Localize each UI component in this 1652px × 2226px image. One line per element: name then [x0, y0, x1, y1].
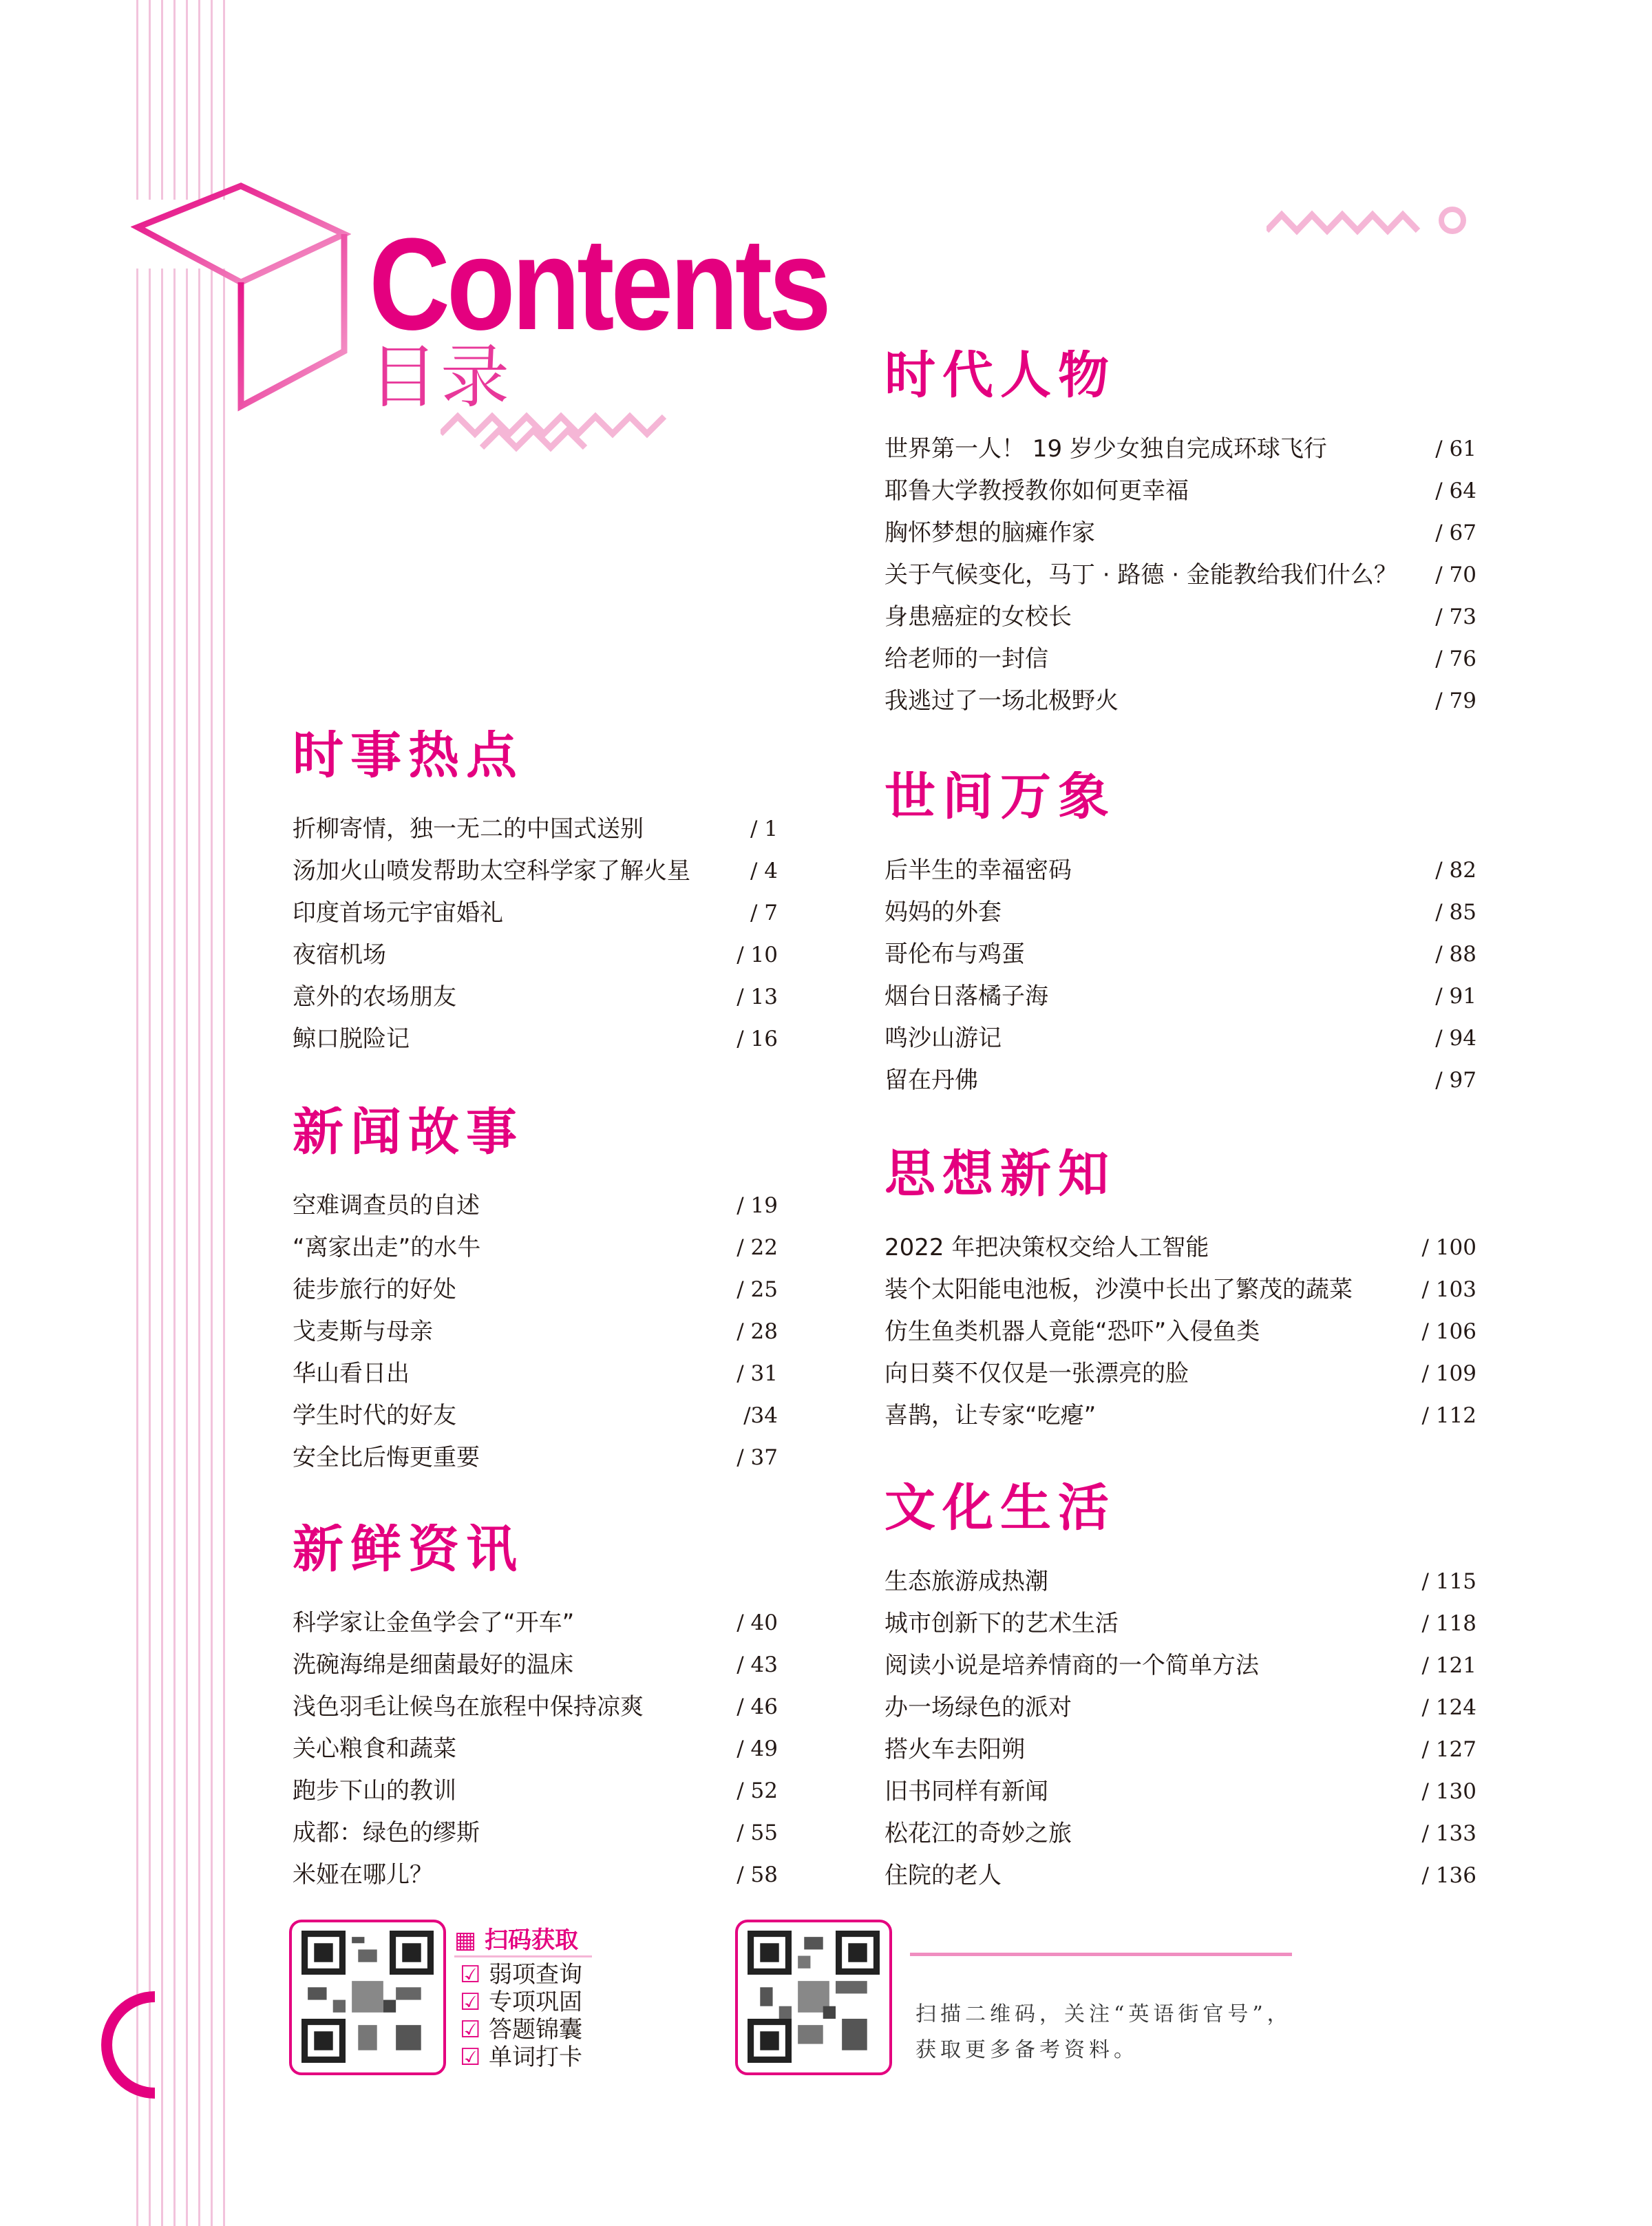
- qr-right-note: 扫描二维码，关注“英语街官号”， 获取更多备考资料。: [915, 2002, 1292, 2062]
- toc-entry[interactable]: 搭火车去阳朔 / 127: [885, 1736, 1476, 1763]
- checkbox-icon: ☑: [460, 1961, 481, 1988]
- contents-title: Contents: [369, 211, 828, 357]
- toc-entry[interactable]: 后半生的幸福密码 / 82: [885, 857, 1476, 884]
- feature-item: ☑ 单词打卡: [460, 2044, 582, 2071]
- section-people-of-era: [885, 346, 1476, 722]
- toc-entry[interactable]: 印度首场元宇宙婚礼 / 7: [293, 899, 778, 927]
- toc-entry[interactable]: 生态旅游成热潮 / 115: [885, 1568, 1476, 1595]
- section-title: 新鲜资讯: [293, 1524, 778, 1575]
- toc-entry[interactable]: 科学家让金鱼学会了“开车” / 40: [293, 1609, 778, 1637]
- qr-left-heading: ▦ 扫码获取: [454, 1926, 578, 1954]
- toc-entry[interactable]: 汤加火山喷发帮助太空科学家了解火星 / 4: [293, 857, 778, 885]
- toc-entry[interactable]: 鸣沙山游记 / 94: [885, 1025, 1476, 1052]
- section-title: 世间万象: [885, 771, 1476, 822]
- checkbox-icon: ☑: [460, 2016, 481, 2044]
- toc-entry[interactable]: 跑步下山的教训 / 52: [293, 1777, 778, 1805]
- section-world-phenomena: [885, 767, 1476, 1102]
- toc-entry[interactable]: 烟台日落橘子海 / 91: [885, 983, 1476, 1010]
- toc-entry[interactable]: 身患癌症的女校长 / 73: [885, 603, 1476, 631]
- toc-entry[interactable]: 世界第一人！ 19 岁少女独自完成环球飞行 / 61: [885, 435, 1476, 463]
- toc-entry[interactable]: 鲸口脱险记 / 16: [293, 1025, 778, 1053]
- feature-item: ☑ 答题锦囊: [460, 2016, 582, 2044]
- section-title: 新闻故事: [293, 1106, 778, 1157]
- checkbox-icon: ☑: [460, 1988, 481, 2016]
- qr-left-feature-list: [460, 1961, 582, 2071]
- toc-entry[interactable]: 旧书同样有新闻 / 130: [885, 1778, 1476, 1805]
- qr-left-divider: [454, 1955, 592, 1957]
- toc-entry[interactable]: 浅色羽毛让候鸟在旅程中保持凉爽 / 46: [293, 1693, 778, 1721]
- section-title: 时事热点: [293, 730, 778, 781]
- toc-entry[interactable]: 学生时代的好友 /34: [293, 1402, 778, 1429]
- toc-entry[interactable]: 折柳寄情，独一无二的中国式送别 / 1: [293, 815, 778, 843]
- toc-entry[interactable]: 向日葵不仅仅是一张漂亮的脸 / 109: [885, 1360, 1476, 1387]
- toc-entry[interactable]: 哥伦布与鸡蛋 / 88: [885, 941, 1476, 968]
- toc-entry[interactable]: 意外的农场朋友 / 13: [293, 983, 778, 1011]
- toc-entry[interactable]: 徒步旅行的好处 / 25: [293, 1276, 778, 1303]
- toc-entry[interactable]: 住院的老人 / 136: [885, 1862, 1476, 1889]
- feature-item: ☑ 专项巩固: [460, 1988, 582, 2016]
- toc-entry[interactable]: 米娅在哪儿？ / 58: [293, 1861, 778, 1889]
- section-fresh-news: [293, 1520, 778, 1896]
- qr-code-right[interactable]: [735, 1920, 892, 2075]
- qr-code-image: [748, 1931, 880, 2063]
- feature-item: ☑ 弱项查询: [460, 1961, 582, 1988]
- toc-entry[interactable]: 关心粮食和蔬菜 / 49: [293, 1735, 778, 1763]
- toc-entry[interactable]: 妈妈的外套 / 85: [885, 899, 1476, 926]
- toc-entry[interactable]: 胸怀梦想的脑瘫作家 / 67: [885, 519, 1476, 547]
- toc-entry[interactable]: 喜鹊，让专家“吃瘪” / 112: [885, 1402, 1476, 1429]
- toc-entry[interactable]: 关于气候变化，马丁 · 路德 · 金能教给我们什么？ / 70: [885, 561, 1476, 589]
- zigzag-decoration-header: [441, 399, 675, 454]
- section-current-affairs: [293, 726, 778, 1060]
- toc-entry[interactable]: 洗碗海绵是细菌最好的温床 / 43: [293, 1651, 778, 1679]
- toc-entry[interactable]: 成都：绿色的缪斯 / 55: [293, 1819, 778, 1847]
- toc-entry[interactable]: 留在丹佛 / 97: [885, 1067, 1476, 1094]
- section-cultural-life: [885, 1478, 1476, 1897]
- qr-code-left[interactable]: [289, 1920, 446, 2075]
- toc-entry[interactable]: 耶鲁大学教授教你如何更幸福 / 64: [885, 477, 1476, 505]
- toc-entry[interactable]: 仿生鱼类机器人竟能“恐吓”入侵鱼类 / 106: [885, 1318, 1476, 1345]
- toc-entry[interactable]: 办一场绿色的派对 / 124: [885, 1694, 1476, 1721]
- cube-graphic: [131, 179, 351, 413]
- toc-entry[interactable]: 2022 年把决策权交给人工智能 / 100: [885, 1234, 1476, 1261]
- toc-entry[interactable]: 戈麦斯与母亲 / 28: [293, 1318, 778, 1345]
- toc-entry[interactable]: 空难调查员的自述 / 19: [293, 1192, 778, 1219]
- toc-entry[interactable]: 城市创新下的艺术生活 / 118: [885, 1610, 1476, 1637]
- contents-title-zh: 目录: [369, 337, 512, 417]
- toc-entry[interactable]: 松花江的奇妙之旅 / 133: [885, 1820, 1476, 1847]
- section-title: 时代人物: [885, 350, 1476, 401]
- zigzag-decoration-top-right: [1267, 200, 1473, 241]
- section-new-thinking: [885, 1144, 1476, 1437]
- book-icon: ▦: [454, 1926, 477, 1954]
- toc-entry[interactable]: 装个太阳能电池板，沙漠中长出了繁茂的蔬菜 / 103: [885, 1276, 1476, 1303]
- toc-entry[interactable]: 我逃过了一场北极野火 / 79: [885, 687, 1476, 715]
- qr-right-divider: [910, 1953, 1292, 1956]
- toc-entry[interactable]: 阅读小说是培养情商的一个简单方法 / 121: [885, 1652, 1476, 1679]
- qr-code-image: [301, 1931, 434, 2063]
- section-title: 文化生活: [885, 1482, 1476, 1533]
- toc-entry[interactable]: 夜宿机场 / 10: [293, 941, 778, 969]
- toc-entry[interactable]: 给老师的一封信 / 76: [885, 645, 1476, 673]
- checkbox-icon: ☑: [460, 2044, 481, 2071]
- toc-entry[interactable]: “离家出走”的水牛 / 22: [293, 1234, 778, 1261]
- half-circle-decoration: [100, 1990, 162, 2100]
- section-news-stories: [293, 1102, 778, 1479]
- toc-entry[interactable]: 华山看日出 / 31: [293, 1360, 778, 1387]
- toc-entry[interactable]: 安全比后悔更重要 / 37: [293, 1444, 778, 1471]
- section-title: 思想新知: [885, 1148, 1476, 1199]
